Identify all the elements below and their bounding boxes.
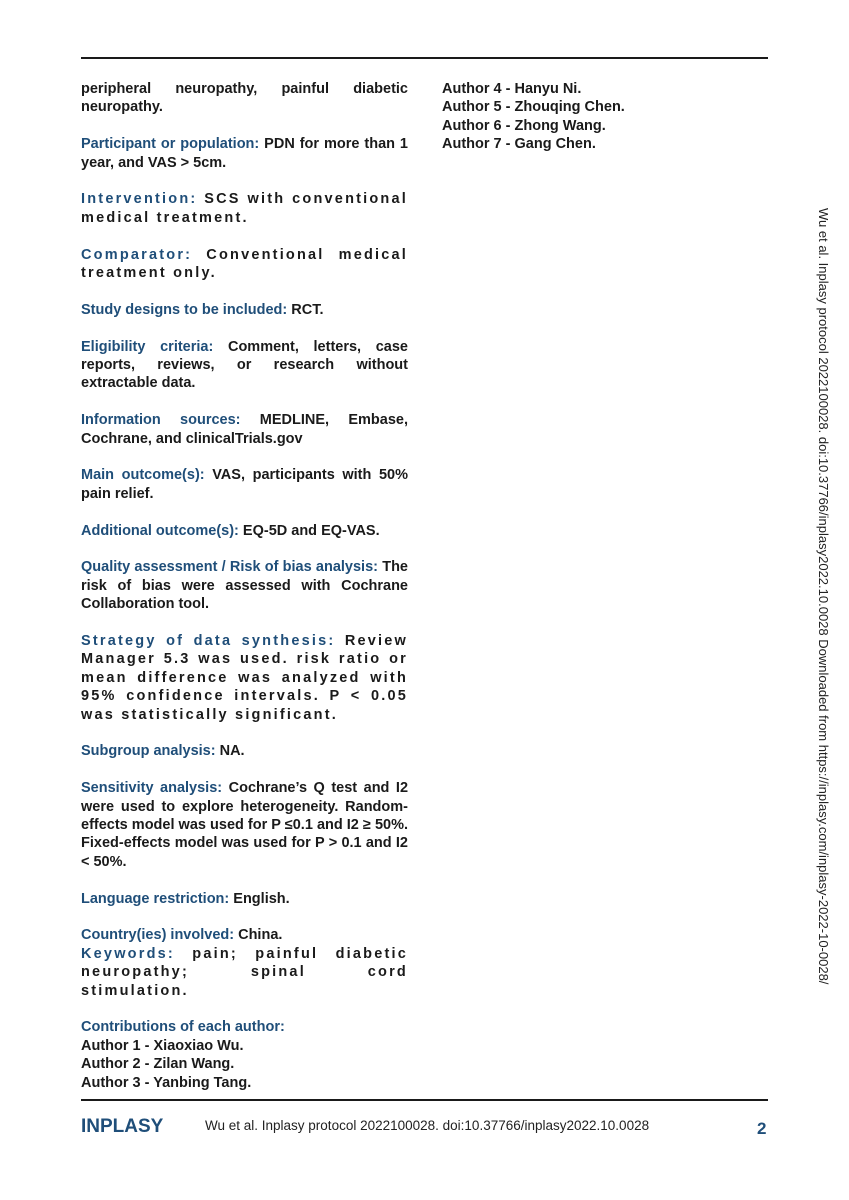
section-text: pain; painful diabetic neuropathy; spinal cord stimulation.	[81, 945, 408, 999]
section-intervention	[81, 190, 408, 227]
page-number: 2	[757, 1119, 767, 1138]
section-subgroup-analysis	[81, 742, 408, 760]
section-label: Participant or population:	[81, 136, 260, 153]
download-notice: Wu et al. Inplasy protocol 2022100028. doi:10.37766/inplasy2022.10.0028 Downloaded from https://inplasy.com/inplasy-2022-10-0028/	[816, 208, 831, 985]
section-label: Sensitivity analysis:	[81, 780, 223, 797]
author-line: Author 1 - Xiaoxiao Wu.	[81, 1037, 244, 1054]
section-label: Subgroup analysis:	[81, 743, 216, 760]
section-label: Language restriction:	[81, 890, 230, 907]
contributions-section	[81, 1018, 408, 1092]
section-text: Conventional medical treatment only.	[81, 246, 408, 282]
section-text: PDN for more than 1 year, and VAS > 5cm.	[81, 136, 408, 171]
section-label: Study designs to be included:	[81, 301, 288, 318]
section-text: China.	[234, 927, 283, 944]
left-column	[81, 80, 408, 1092]
section-sensitivity-analysis	[81, 779, 408, 871]
author-line: Author 3 - Yanbing Tang.	[81, 1074, 252, 1091]
section-label: Quality assessment / Risk of bias analysis:	[81, 559, 378, 576]
top-rule	[81, 57, 768, 59]
section-comparator	[81, 246, 408, 283]
author-line: Author 7 - Gang Chen.	[442, 136, 596, 153]
section-keywords	[81, 945, 408, 1000]
section-participant	[81, 135, 408, 172]
section-eligibility	[81, 338, 408, 393]
section-text: Comment, letters, case reports, reviews, or research without extractable data.	[81, 338, 408, 392]
section-label: Keywords:	[81, 945, 175, 962]
section-label: Comparator:	[81, 246, 193, 263]
section-text: Review Manager 5.3 was used. risk ratio or mean difference was analyzed with 95% confidence intervals. P < 0.05 was statistically significant.	[81, 633, 408, 723]
section-label: Information sources:	[81, 412, 241, 429]
section-text: Cochrane’s Q test and I2 were used to explore heterogeneity. Random-effects model was used for P ≤0.1 and I2 ≥ 50%. Fixed-effects model was used for P > 0.1 and I2 < 50%.	[81, 780, 409, 870]
intro-paragraph	[81, 80, 408, 117]
author-line: Author 5 - Zhouqing Chen.	[442, 99, 625, 116]
section-text: English.	[229, 890, 290, 907]
section-label: Main outcome(s):	[81, 467, 205, 484]
footer-citation: Wu et al. Inplasy protocol 2022100028. doi:10.37766/inplasy2022.10.0028	[205, 1118, 650, 1133]
section-data-synthesis	[81, 632, 408, 724]
section-label: Additional outcome(s):	[81, 522, 239, 539]
section-text: RCT.	[287, 301, 324, 318]
section-text: EQ-5D and EQ-VAS.	[238, 522, 380, 539]
section-label: Country(ies) involved:	[81, 927, 235, 944]
section-countries	[81, 926, 408, 944]
section-label: Strategy of data synthesis:	[81, 633, 336, 650]
section-text: SCS with conventional medical treatment.	[81, 191, 408, 226]
contributions-label: Contributions of each author:	[81, 1019, 285, 1036]
section-label: Intervention:	[81, 191, 198, 208]
section-label: Eligibility criteria:	[81, 338, 214, 355]
author-line: Author 6 - Zhong Wang.	[442, 117, 606, 134]
section-information-sources	[81, 411, 408, 448]
section-text: MEDLINE, Embase, Cochrane, and clinicalTrials.gov	[81, 412, 408, 447]
section-additional-outcomes	[81, 522, 408, 540]
section-quality-assessment	[81, 558, 408, 613]
author-line: Author 2 - Zilan Wang.	[81, 1056, 235, 1073]
bottom-rule	[81, 1099, 768, 1101]
section-text: VAS, participants with 50% pain relief.	[81, 467, 408, 502]
author-line: Author 4 - Hanyu Ni.	[442, 81, 582, 97]
right-column	[442, 80, 768, 154]
section-main-outcomes	[81, 466, 408, 503]
section-text: NA.	[215, 743, 245, 760]
section-text: The risk of bias were assessed with Cochrane Collaboration tool.	[81, 559, 408, 613]
inplasy-logo: INPLASY	[81, 1116, 164, 1137]
intro-text: peripheral neuropathy, painful diabetic neuropathy.	[81, 81, 408, 116]
section-language-restriction	[81, 890, 408, 908]
section-study-designs	[81, 301, 408, 319]
